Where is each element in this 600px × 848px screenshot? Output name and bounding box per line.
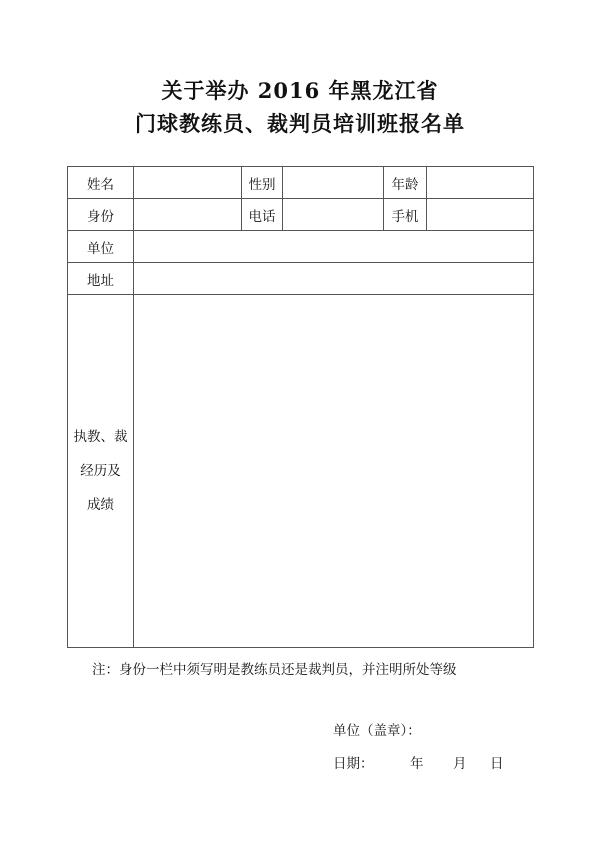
- table-row: [68, 167, 534, 199]
- form-note: 注：身份一栏中须写明是教练员还是裁判员，并注明所处等级: [92, 662, 457, 678]
- address-label: 地址: [68, 263, 134, 295]
- table-row: [68, 295, 534, 648]
- date-label: 日期：: [333, 756, 374, 772]
- document-title-line2: 门球教练员、裁判员培训班报名单: [135, 111, 465, 136]
- year-label: 年: [410, 756, 424, 772]
- experience-field[interactable]: [134, 295, 534, 648]
- gender-label: 性别: [242, 167, 283, 199]
- age-label: 年龄: [384, 167, 427, 199]
- mobile-label: 手机: [384, 199, 427, 231]
- month-label: 月: [453, 756, 467, 772]
- name-label: 姓名: [68, 167, 134, 199]
- table-row: [68, 231, 534, 263]
- table-row: [68, 199, 534, 231]
- identity-label: 身份: [68, 199, 134, 231]
- phone-label: 电话: [242, 199, 283, 231]
- day-label: 日: [490, 756, 504, 772]
- identity-field[interactable]: [134, 199, 242, 231]
- mobile-field[interactable]: [427, 199, 534, 231]
- experience-label-line1: 执教、裁: [73, 429, 128, 445]
- experience-label-line3: 成绩: [87, 497, 114, 513]
- experience-label: [68, 295, 134, 648]
- unit-field[interactable]: [134, 231, 534, 263]
- unit-label: 单位: [68, 231, 134, 263]
- address-field[interactable]: [134, 263, 534, 295]
- document-title-line1: 关于举办 2016 年黑龙江省: [161, 78, 439, 103]
- phone-field[interactable]: [283, 199, 384, 231]
- unit-seal-label: 单位（盖章）：: [333, 723, 421, 739]
- table-row: [68, 263, 534, 295]
- experience-label-line2: 经历及: [80, 463, 121, 479]
- gender-field[interactable]: [283, 167, 384, 199]
- registration-form-table: [67, 166, 534, 648]
- name-field[interactable]: [134, 167, 242, 199]
- age-field[interactable]: [427, 167, 534, 199]
